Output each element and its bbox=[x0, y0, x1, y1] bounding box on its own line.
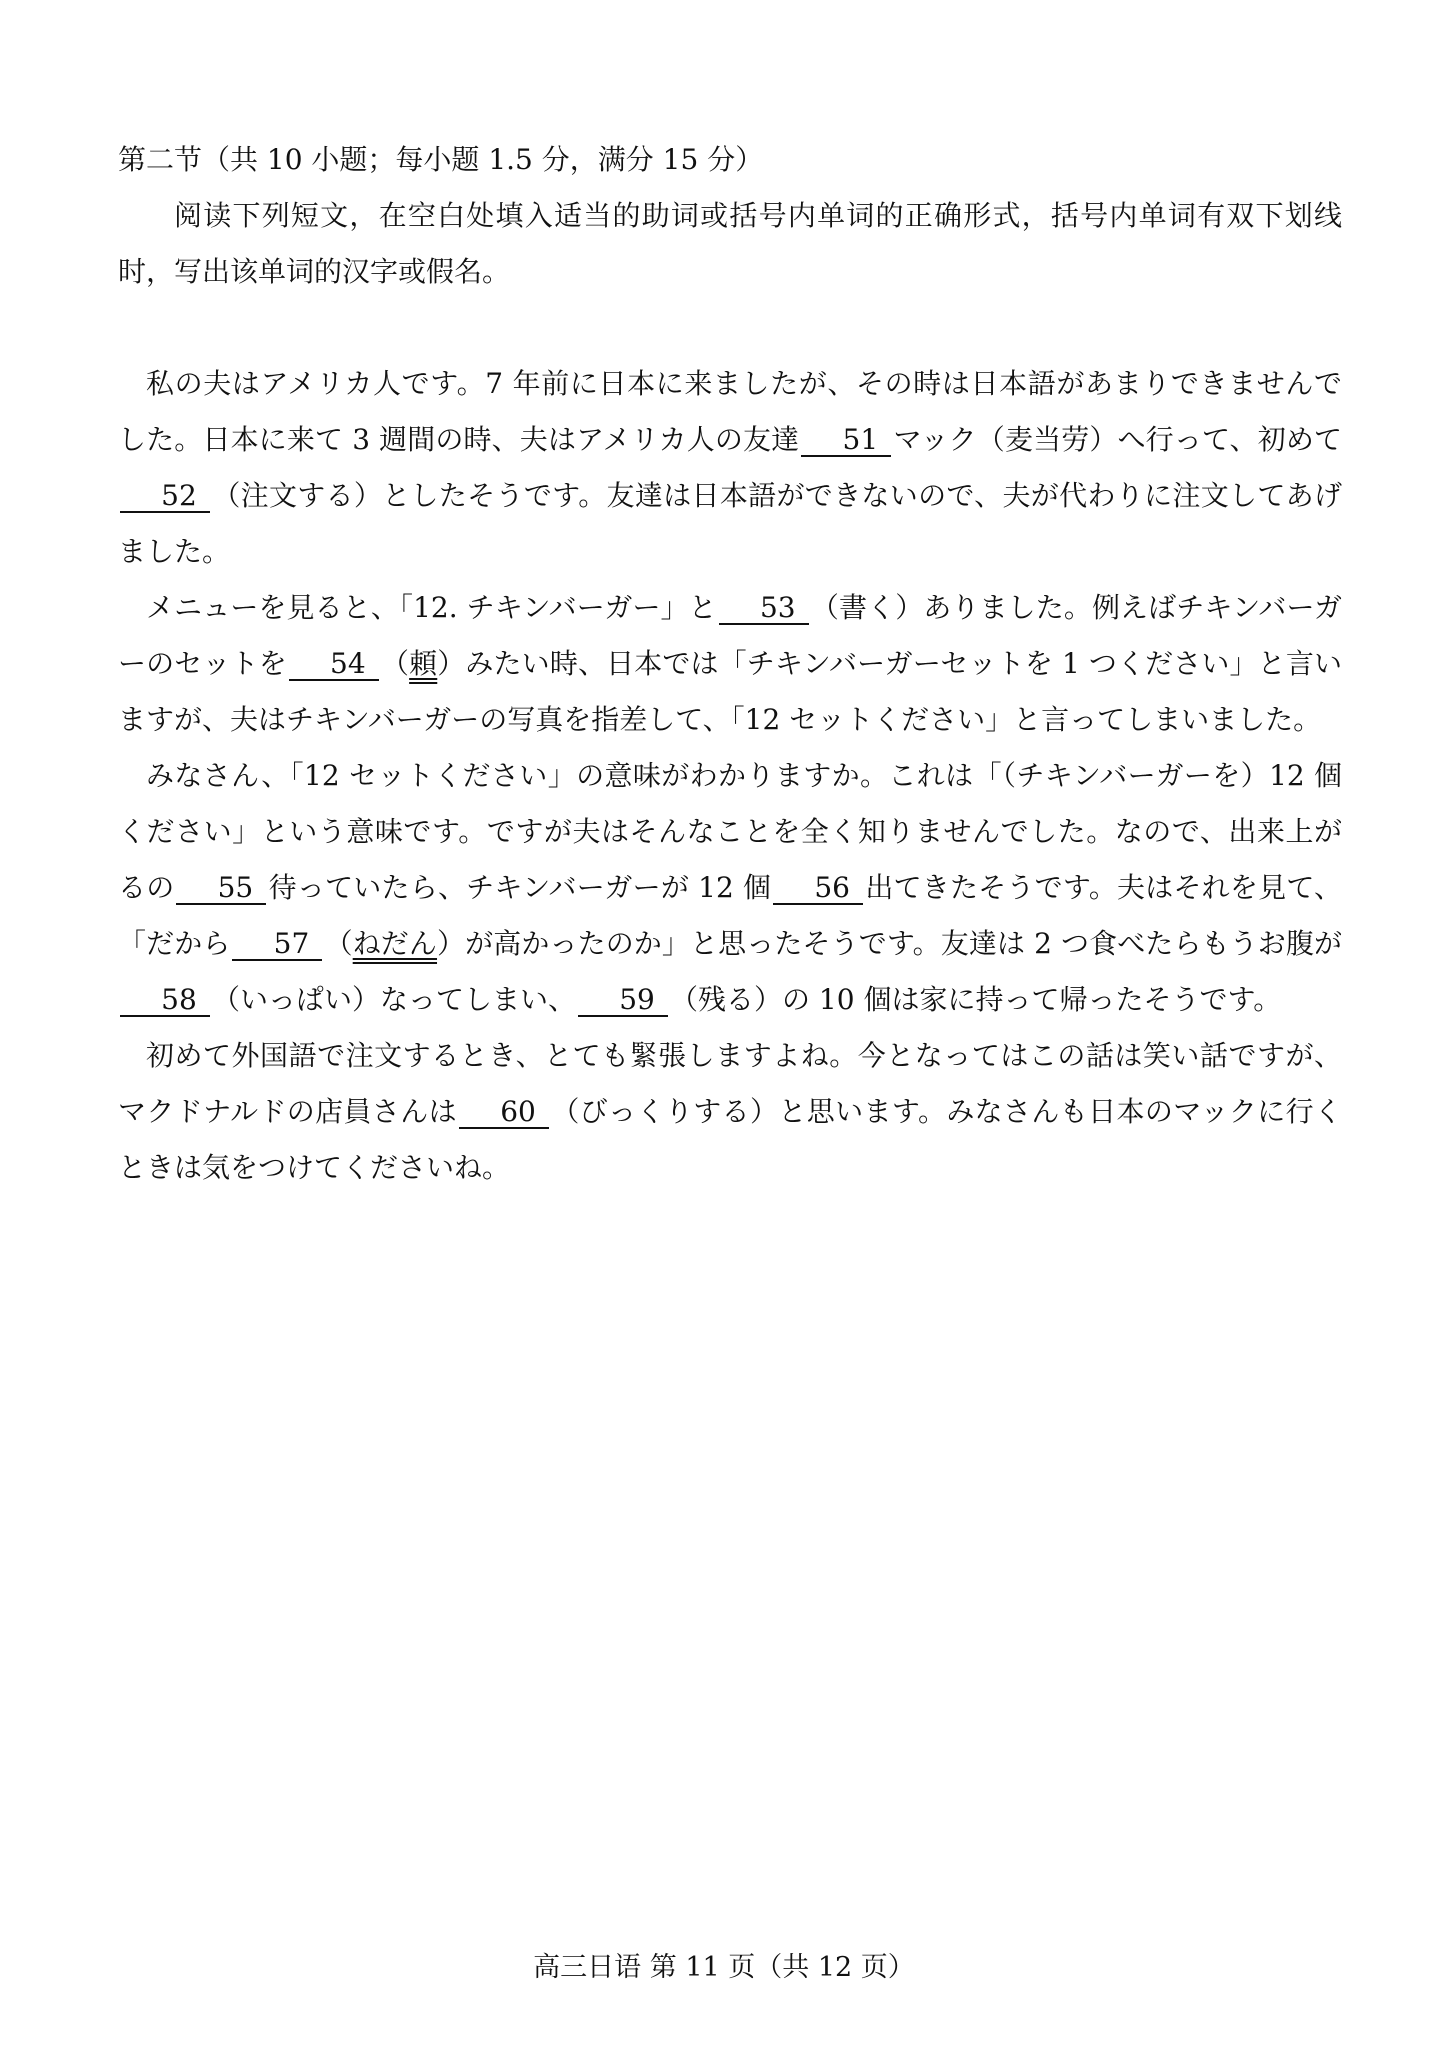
section-title: 第二节（共 10 小题；每小题 1.5 分，满分 15 分） bbox=[118, 143, 764, 176]
text-segment: （残る）の 10 個は家に持って帰ったそうです。 bbox=[670, 983, 1282, 1016]
blank-54: 54 bbox=[289, 649, 379, 681]
text-segment: 初めて外国語で注文するとき、とても緊張しますよね。今となってはこの話は笑い話ですが、マクドナルドの店員さんは bbox=[118, 1039, 1342, 1128]
text-segment: みなさん、「12 セットください」の意味がわかりますか。これは「（チキンバーガーを）12 個ください」という意味です。ですが夫はそんなことを全く知りませんでした。なので、出来上がるの bbox=[118, 759, 1342, 904]
text-segment: 出てきたそうです。夫はそれを見て、「だから bbox=[118, 871, 1342, 960]
blank-57: 57 bbox=[232, 929, 322, 961]
text-segment: （書く）ありました。例えばチキンバーガーのセットを bbox=[118, 591, 1342, 680]
text-segment: （ bbox=[324, 927, 353, 960]
blank-53: 53 bbox=[719, 593, 809, 625]
page-footer: 高三日语 第 11 页（共 12 页） bbox=[533, 1952, 915, 1983]
blank-51: 51 bbox=[801, 425, 891, 457]
text-segment: ）が高かったのか」と思ったそうです。友達は 2 つ食べたらもうお腹が bbox=[437, 927, 1342, 960]
paragraph-1 bbox=[118, 356, 1342, 580]
blank-55: 55 bbox=[176, 873, 266, 905]
double-underlined-word: 頼 bbox=[409, 647, 438, 680]
text-segment: 私の夫はアメリカ人です。7 年前に日本に来ましたが、その時は日本語があまりできませんでした。日本に来て 3 週間の時、夫はアメリカ人の友達 bbox=[118, 367, 1342, 456]
text-segment: （いっぱい）なってしまい、 bbox=[212, 983, 577, 1016]
instructions: 阅读下列短文，在空白处填入适当的助词或括号内单词的正确形式，括号内单词有双下划线时，写出该单词的汉字或假名。 bbox=[118, 199, 1342, 288]
exam-content bbox=[118, 132, 1342, 1196]
blank-59: 59 bbox=[578, 985, 668, 1017]
text-segment: （ bbox=[380, 647, 410, 680]
text-segment: ）みたい時、日本では「チキンバーガーセットを 1 つください」と言いますが、夫はチキンバーガーの写真を指差して、「12 セットください」と言ってしまいました。 bbox=[118, 647, 1342, 736]
paragraph-4 bbox=[118, 1028, 1342, 1196]
text-segment: マック（麦当劳）へ行って、初めて bbox=[893, 423, 1342, 456]
paragraph-2 bbox=[118, 580, 1342, 748]
double-underlined-word: ねだん bbox=[352, 927, 438, 960]
paragraph-3 bbox=[118, 748, 1342, 1028]
text-segment: 待っていたら、チキンバーガーが 12 個 bbox=[268, 871, 772, 904]
passage bbox=[118, 356, 1342, 1196]
blank-58: 58 bbox=[120, 985, 210, 1017]
text-segment: （びっくりする）と思います。みなさんも日本のマックに行くときは気をつけてくださいね。 bbox=[118, 1095, 1342, 1184]
text-segment: メニューを見ると、「12. チキンバーガー」と bbox=[146, 591, 717, 624]
blank-60: 60 bbox=[459, 1097, 549, 1129]
blank-52: 52 bbox=[120, 481, 210, 513]
blank-56: 56 bbox=[773, 873, 863, 905]
text-segment: （注文する）としたそうです。友達は日本語ができないので、夫が代わりに注文してあげました。 bbox=[118, 479, 1342, 568]
